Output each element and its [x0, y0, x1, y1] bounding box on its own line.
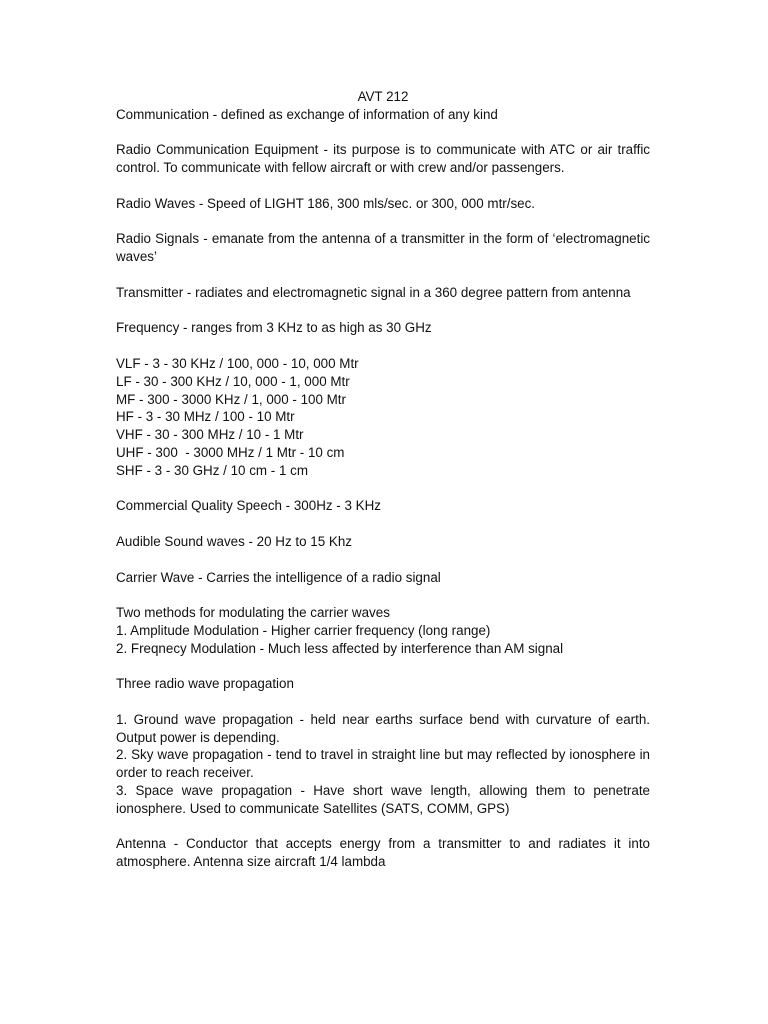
spacer: [116, 551, 650, 569]
modulation-item: 1. Amplitude Modulation - Higher carrier frequency (long range): [116, 622, 491, 638]
carrier-line: Carrier Wave - Carries the intelligence of a radio signal: [116, 569, 441, 585]
modulation-item: 2. Freqnecy Modulation - Much less affected by interference than AM signal: [116, 640, 564, 656]
spacer: [116, 658, 650, 676]
frequency-line: Frequency - ranges from 3 KHz to as high as 30 GHz: [116, 320, 432, 336]
band-line: VLF - 3 - 30 KHz / 100, 000 - 10, 000 Mtr: [116, 355, 359, 371]
band-line: LF - 30 - 300 KHz / 10, 000 - 1, 000 Mtr: [116, 373, 350, 389]
band-line: VHF - 30 - 300 MHz / 10 - 1 Mtr: [116, 427, 304, 443]
propagation-item: 1. Ground wave propagation - held near earths surface bend with curvature of earth. Output power is depending.: [116, 711, 650, 745]
audible-line: Audible Sound waves - 20 Hz to 15 Khz: [116, 533, 352, 549]
spacer: [116, 480, 650, 498]
speech-line: Commercial Quality Speech - 300Hz - 3 KHz: [116, 498, 381, 514]
spacer: [116, 515, 650, 533]
spacer: [116, 302, 650, 320]
band-line: SHF - 3 - 30 GHz / 10 cm - 1 cm: [116, 462, 308, 478]
communication-definition: Communication - defined as exchange of information of any kind: [116, 106, 498, 122]
propagation-item: 2. Sky wave propagation - tend to travel in straight line but may reflected by ionosphere in order to reach receiver.: [116, 747, 650, 781]
spacer: [116, 177, 650, 195]
spacer: [116, 124, 650, 142]
document-page: [116, 88, 650, 871]
spacer: [116, 266, 650, 284]
radio-signals-paragraph: Radio Signals - emanate from the antenna of a transmitter in the form of ‘electromagnetic waves’: [116, 231, 650, 265]
spacer: [116, 337, 650, 355]
spacer: [116, 818, 650, 836]
band-line: HF - 3 - 30 MHz / 100 - 10 Mtr: [116, 409, 295, 425]
propagation-heading: Three radio wave propagation: [116, 676, 294, 692]
band-line: MF - 300 - 3000 KHz / 1, 000 - 100 Mtr: [116, 391, 346, 407]
radio-waves-line: Radio Waves - Speed of LIGHT 186, 300 mls/sec. or 300, 000 mtr/sec.: [116, 195, 536, 211]
spacer: [116, 693, 650, 711]
transmitter-paragraph: Transmitter - radiates and electromagnetic signal in a 360 degree pattern from antenna: [116, 284, 631, 300]
band-line: UHF - 300 - 3000 MHz / 1 Mtr - 10 cm: [116, 444, 345, 460]
document-title: AVT 212: [357, 89, 409, 104]
radio-equipment-paragraph: Radio Communication Equipment - its purpose is to communicate with ATC or air traffic control. To communicate with fellow aircraft or with crew and/or passengers.: [116, 142, 650, 176]
propagation-item: 3. Space wave propagation - Have short wave length, allowing them to penetrate ionosphere. Used to communicate Satellites (SATS, COMM, GPS): [116, 783, 650, 816]
modulation-heading: Two methods for modulating the carrier waves: [116, 605, 390, 621]
spacer: [116, 213, 650, 231]
spacer: [116, 586, 650, 604]
antenna-paragraph: Antenna - Conductor that accepts energy from a transmitter to and radiates it into atmosphere. Antenna size aircraft 1/4 lambda: [116, 836, 650, 870]
